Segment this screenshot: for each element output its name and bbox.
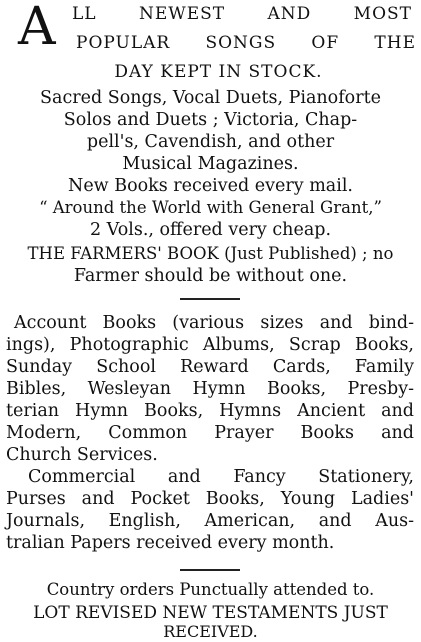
- s2-line-4: Bibles, Wesleyan Hymn Books, Presby-: [6, 379, 414, 399]
- footer-line-2: LOT REVISED NEW TESTAMENTS JUST: [33, 603, 388, 623]
- header-line-1: [72, 4, 412, 24]
- s2-line-11: tralian Papers received every month.: [6, 533, 335, 553]
- s1-line-8: THE FARMERS' BOOK (Just Published) ; no: [27, 244, 394, 263]
- drop-cap: A: [18, 0, 56, 57]
- s1-line-9: Farmer should be without one.: [73, 266, 348, 286]
- header-line-3: DAY KEPT IN STOCK.: [114, 62, 323, 82]
- s2-line-2: ings), Photographic Albums, Scrap Books,: [6, 335, 414, 355]
- header-line-1-text: LL NEWEST AND MOST: [72, 4, 412, 24]
- s1-line-2: Solos and Duets ; Victoria, Chap-: [63, 110, 358, 130]
- divider-2: [180, 569, 240, 571]
- s1-line-7: 2 Vols., offered very cheap.: [89, 220, 332, 240]
- header-line-2: POPULAR SONGS OF THE: [76, 33, 416, 53]
- s2-line-10: Journals, English, American, and Aus-: [6, 511, 414, 531]
- s1-line-1: Sacred Songs, Vocal Duets, Pianoforte: [40, 88, 381, 108]
- s1-line-5: New Books received every mail.: [68, 176, 353, 196]
- footer-line-3: RECEIVED.: [163, 622, 258, 641]
- s2-line-5: terian Hymn Books, Hymns Ancient and: [6, 401, 414, 421]
- s2-line-1: Account Books (various sizes and bind-: [14, 313, 414, 333]
- s1-line-4: Musical Magazines.: [122, 154, 299, 174]
- s2-line-6: Modern, Common Prayer Books and: [6, 423, 414, 443]
- footer-line-1: Country orders Punctually attended to.: [46, 580, 375, 599]
- s2-line-8: Commercial and Fancy Stationery,: [28, 467, 414, 487]
- s2-line-9: Purses and Pocket Books, Young Ladies': [6, 489, 414, 509]
- s2-line-7: Church Services.: [6, 445, 158, 465]
- s2-line-3: Sunday School Reward Cards, Family: [6, 357, 414, 377]
- s1-line-3: pell's, Cavendish, and other: [86, 132, 335, 152]
- divider-1: [180, 298, 240, 300]
- s1-line-6: “ Around the World with General Grant,”: [39, 198, 382, 217]
